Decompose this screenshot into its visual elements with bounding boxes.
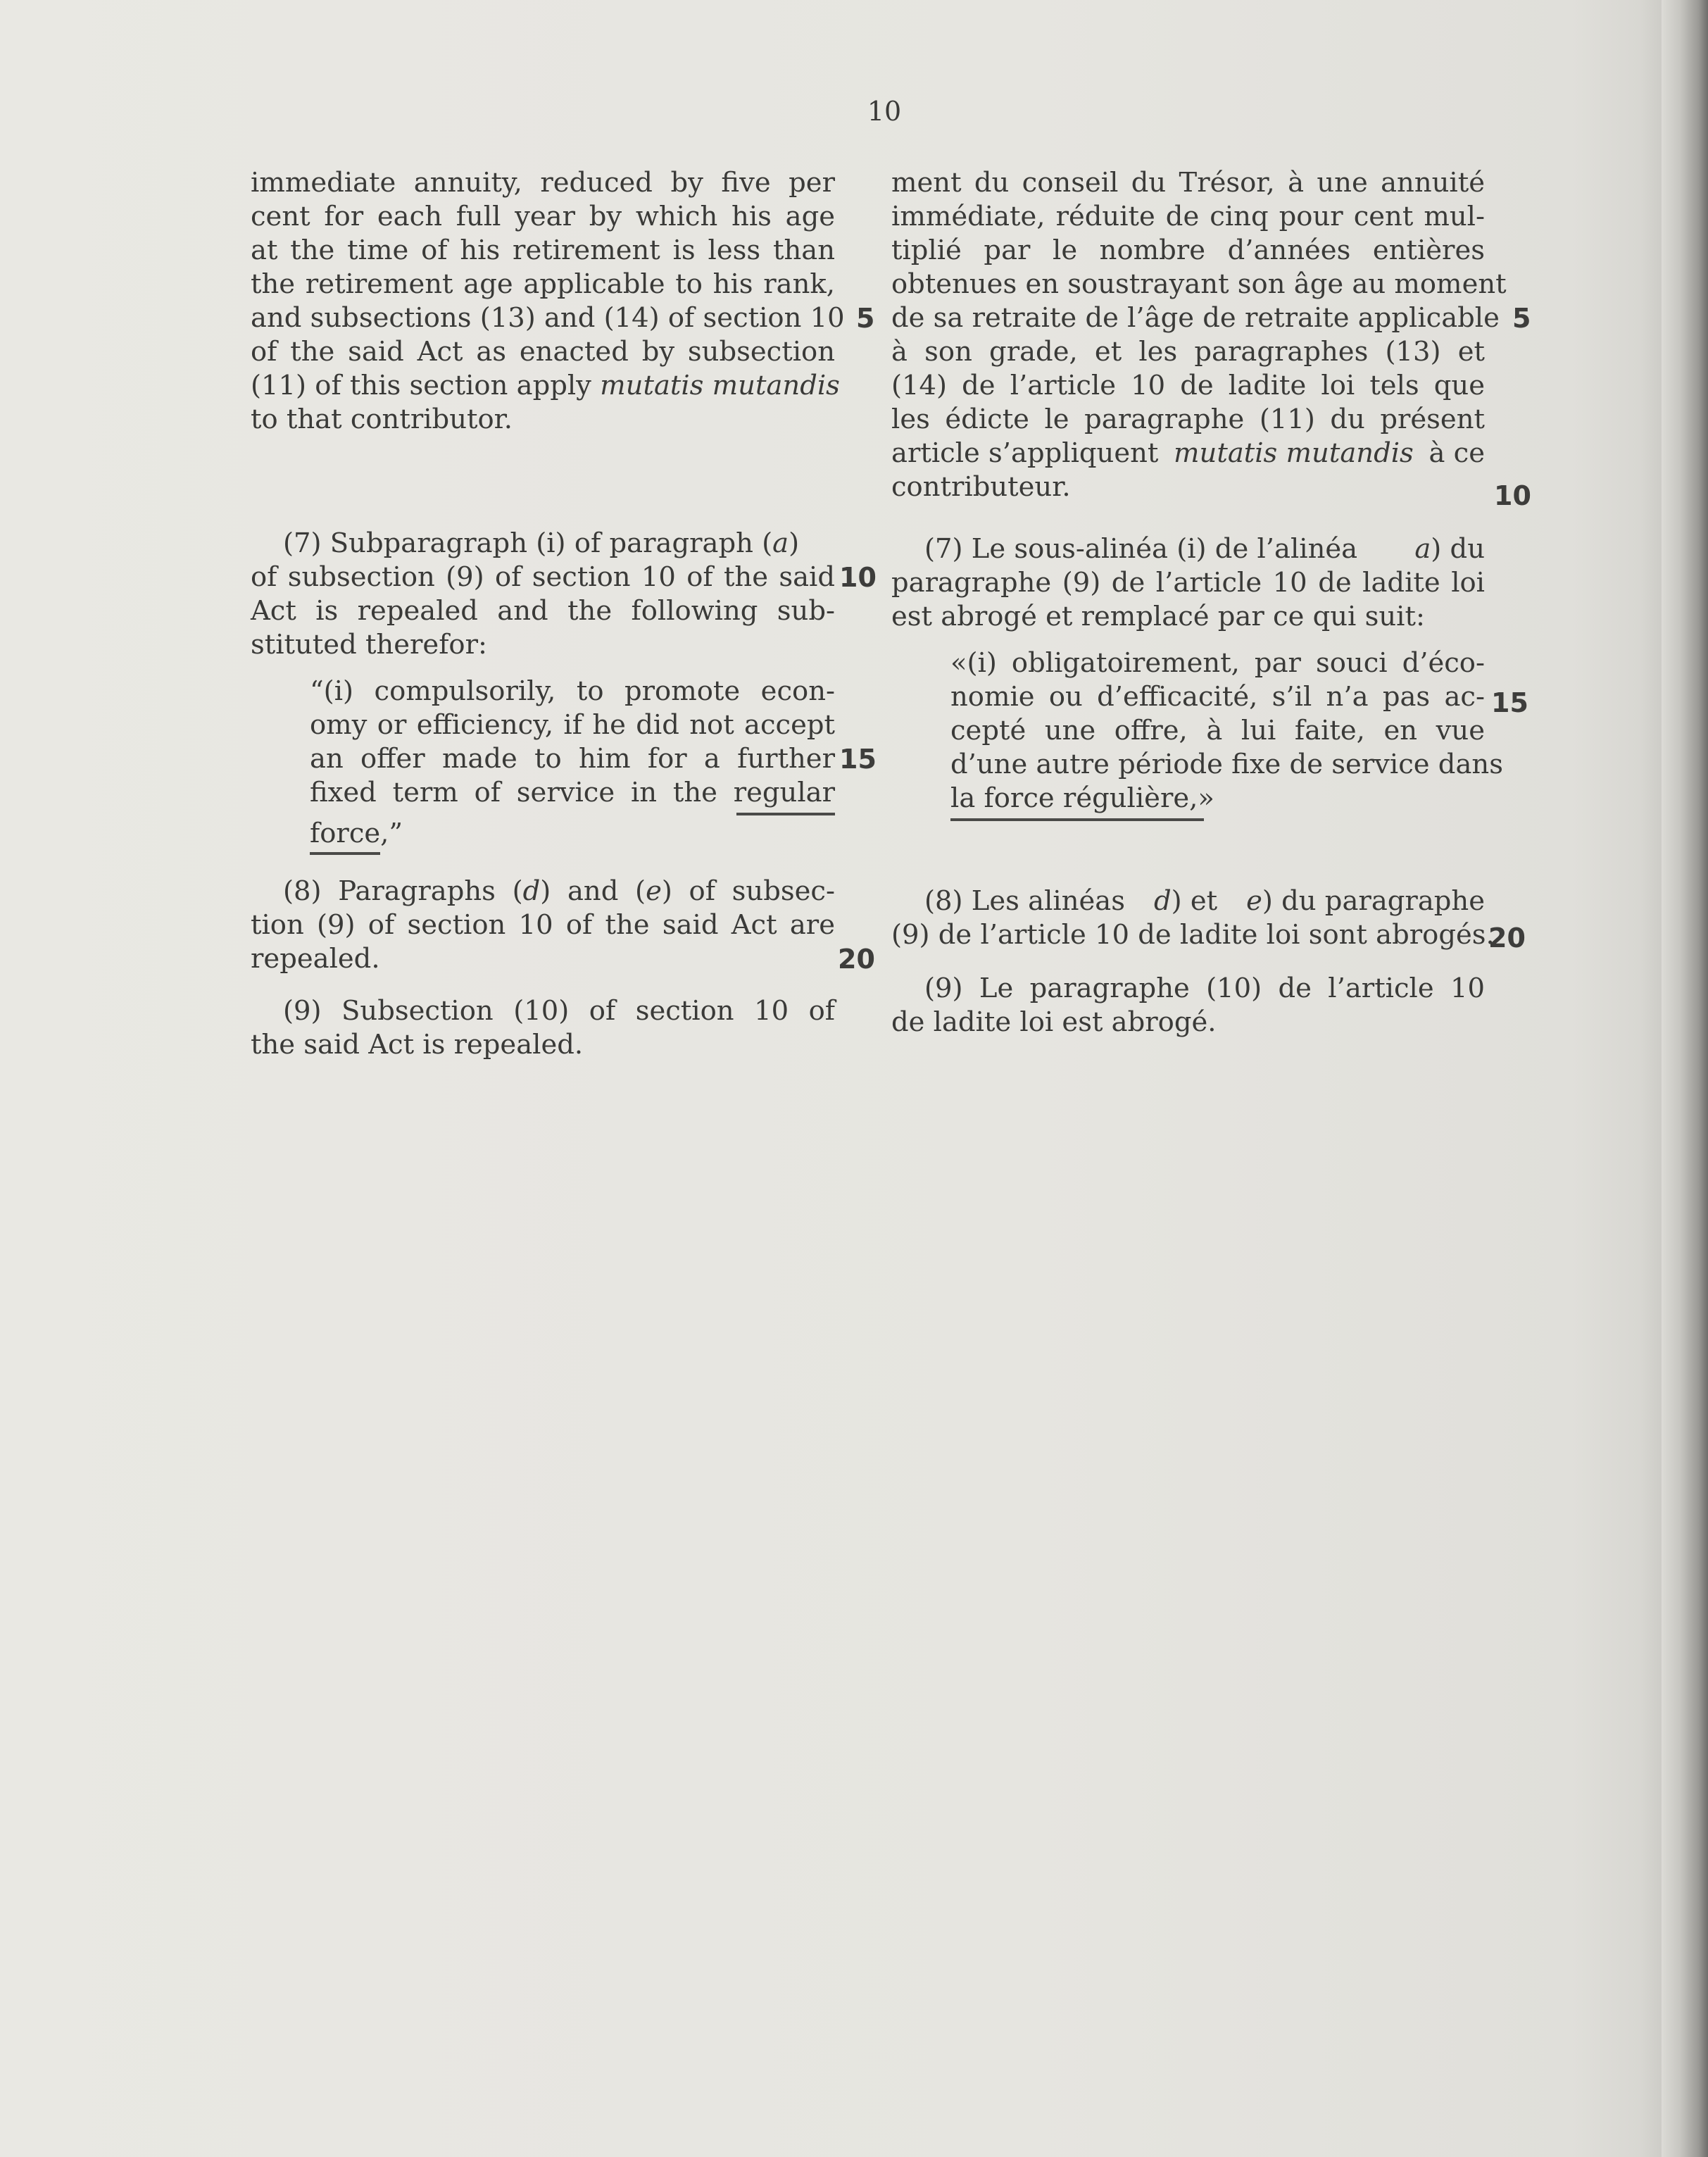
line-number: 15 xyxy=(1491,687,1528,718)
paragraph-line: de ladite loi est abrogé. xyxy=(891,1006,1217,1038)
quoted-line: force,” xyxy=(310,818,403,849)
paragraph-line: les édicte le paragraphe (11) du présent xyxy=(891,404,1485,435)
paragraph-line: article s’appliquent mutatis mutandis à ce xyxy=(891,437,1485,469)
paragraph-line: est abrogé et remplacé par ce qui suit: xyxy=(891,601,1425,632)
paragraph-line: at the time of his retirement is less than xyxy=(251,235,835,266)
section-9-heading-line: (9) Le paragraphe (10) de l’article 10 xyxy=(924,973,1485,1004)
page-number: 10 xyxy=(867,96,902,127)
quoted-line: omy or efficiency, if he did not accept xyxy=(310,709,835,741)
line-number: 5 xyxy=(1512,303,1531,334)
quoted-line: cepté une offre, à lui faite, en vue xyxy=(950,715,1485,746)
paragraph-line: paragraphe (9) de l’article 10 de ladite loi xyxy=(891,567,1485,599)
line-number: 15 xyxy=(839,744,877,775)
quoted-line: d’une autre période fixe de service dans xyxy=(950,749,1503,780)
underline-rule xyxy=(310,852,380,855)
paragraph-line: (9) de l’article 10 de ladite loi sont abrogés. xyxy=(891,919,1495,951)
paragraph-line: to that contributor. xyxy=(251,404,513,435)
underline-rule xyxy=(950,818,1204,821)
line-number: 20 xyxy=(838,944,875,975)
paragraph-line: (14) de l’article 10 de ladite loi tels que xyxy=(891,370,1485,401)
paragraph-line: the retirement age applicable to his rank, xyxy=(251,268,835,300)
paragraph-line: tion (9) of section 10 of the said Act are xyxy=(251,909,835,941)
underline-rule xyxy=(736,813,835,815)
section-7-heading-line: (7) Le sous-alinéa (i) de l’alinéa a) du xyxy=(924,533,1485,565)
quoted-line: “(i) compulsorily, to promote econ- xyxy=(310,675,835,707)
paragraph-line: cent for each full year by which his age xyxy=(251,201,835,232)
paragraph-line: ment du conseil du Trésor, à une annuité xyxy=(891,167,1485,199)
paragraph-line: repealed. xyxy=(251,943,380,975)
paragraph-line: stituted therefor: xyxy=(251,629,487,661)
quoted-line: «(i) obligatoirement, par souci d’éco- xyxy=(950,647,1485,679)
line-number: 10 xyxy=(1494,480,1531,511)
quoted-line: nomie ou d’efficacité, s’il n’a pas ac- xyxy=(950,681,1485,713)
paragraph-line: of the said Act as enacted by subsection xyxy=(251,336,835,368)
line-number: 5 xyxy=(856,303,875,334)
paragraph-line: immédiate, réduite de cinq pour cent mul- xyxy=(891,201,1485,232)
paragraph-line: tiplié par le nombre d’années entières xyxy=(891,235,1485,266)
line-number: 20 xyxy=(1488,923,1526,954)
page-spine-shadow xyxy=(1662,0,1708,2157)
paragraph-line: the said Act is repealed. xyxy=(251,1029,584,1061)
line-number: 10 xyxy=(839,562,877,593)
section-8-heading-line: (8) Paragraphs (d) and (e) of subsec- xyxy=(283,875,835,907)
paragraph-line: of subsection (9) of section 10 of the said xyxy=(251,561,835,593)
paragraph-line: Act is repealed and the following sub- xyxy=(251,595,835,627)
paragraph-line: de sa retraite de l’âge de retraite applicable xyxy=(891,302,1500,334)
paragraph-line: contributeur. xyxy=(891,471,1071,503)
section-9-heading-line: (9) Subsection (10) of section 10 of xyxy=(283,995,835,1027)
paragraph-line: and subsections (13) and (14) of section 10 xyxy=(251,302,845,334)
section-8-heading-line: (8) Les alinéas d) et e) du paragraphe xyxy=(924,885,1485,917)
paragraph-line: immediate annuity, reduced by five per xyxy=(251,167,835,199)
paragraph-line: (11) of this section apply mutatis mutandis xyxy=(251,370,840,401)
paragraph-line: obtenues en soustrayant son âge au moment xyxy=(891,268,1507,300)
quoted-line: an offer made to him for a further xyxy=(310,743,835,775)
paragraph-line: à son grade, et les paragraphes (13) et xyxy=(891,336,1485,368)
quoted-line: la force régulière,» xyxy=(950,782,1214,814)
section-7-heading-line: (7) Subparagraph (i) of paragraph (a) xyxy=(283,527,800,559)
quoted-line: fixed term of service in the regular xyxy=(310,777,835,808)
